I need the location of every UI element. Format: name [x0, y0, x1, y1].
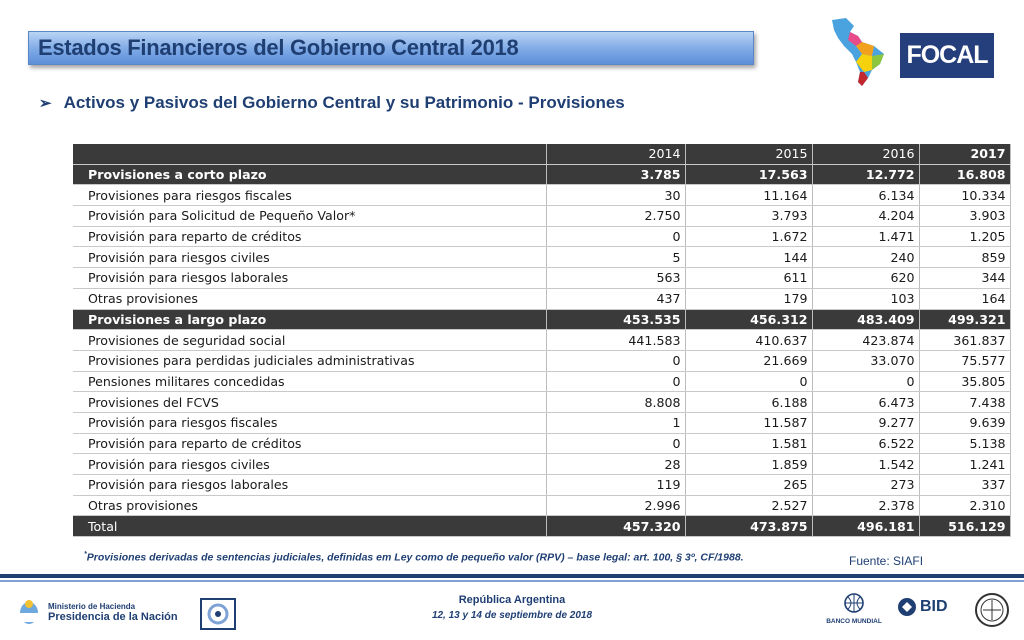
table-row: [73, 433, 1010, 454]
value-cell-2014: 119: [546, 475, 685, 496]
value-cell-2016: 9.277: [812, 412, 919, 433]
section-row: [73, 164, 1010, 185]
table-row: [73, 475, 1010, 496]
event-country: República Argentina: [458, 594, 566, 606]
value-cell-2015: 2.527: [685, 495, 812, 516]
value-cell-2016: 483.409: [812, 309, 919, 330]
imf-seal-icon: [974, 592, 1010, 628]
value-cell-2015: 611: [685, 268, 812, 289]
footer-divider: [0, 574, 1024, 578]
ministry-line2: Presidencia de la Nación: [48, 610, 178, 623]
value-cell-2017: 516.129: [919, 516, 1010, 537]
value-cell-2016: 6.134: [812, 185, 919, 206]
row-label: Provisiones para riesgos fiscales: [73, 185, 546, 206]
value-cell-2014: 1: [546, 412, 685, 433]
value-cell-2017: 5.138: [919, 433, 1010, 454]
source-note: Fuente: SIAFI: [849, 554, 924, 568]
globe-icon: [843, 593, 865, 613]
table-row: [73, 268, 1010, 289]
year-header: 2014: [546, 144, 685, 164]
value-cell-2015: 6.188: [685, 392, 812, 413]
value-cell-2015: 3.793: [685, 206, 812, 227]
value-cell-2017: 1.241: [919, 454, 1010, 475]
value-cell-2016: 12.772: [812, 164, 919, 185]
value-cell-2014: 0: [546, 371, 685, 392]
page-title: Estados Financieros del Gobierno Central 2018: [38, 35, 519, 60]
value-cell-2015: 144: [685, 247, 812, 268]
table-row: [73, 392, 1010, 413]
table-body: [73, 164, 1010, 536]
value-cell-2016: 1.471: [812, 226, 919, 247]
bid-mark-icon: [897, 597, 917, 617]
bid-label: BID: [920, 598, 948, 615]
row-label: Provisión para riesgos fiscales: [73, 412, 546, 433]
row-label: Provisión para riesgos civiles: [73, 247, 546, 268]
total-row: [73, 516, 1010, 537]
table-row: [73, 350, 1010, 371]
year-header: 2016: [812, 144, 919, 164]
year-header: 2015: [685, 144, 812, 164]
value-cell-2014: 0: [546, 226, 685, 247]
value-cell-2015: 0: [685, 371, 812, 392]
row-label: Provisión para riesgos civiles: [73, 454, 546, 475]
table-row: [73, 330, 1010, 351]
value-cell-2014: 3.785: [546, 164, 685, 185]
value-cell-2014: 2.996: [546, 495, 685, 516]
value-cell-2017: 16.808: [919, 164, 1010, 185]
section-subtitle: [39, 93, 625, 113]
value-cell-2015: 1.672: [685, 226, 812, 247]
value-cell-2015: 21.669: [685, 350, 812, 371]
value-cell-2015: 1.581: [685, 433, 812, 454]
value-cell-2014: 0: [546, 350, 685, 371]
value-cell-2017: 1.205: [919, 226, 1010, 247]
row-label: Provisión para riesgos laborales: [73, 475, 546, 496]
footer-divider-thin: [0, 580, 1024, 582]
value-cell-2014: 8.808: [546, 392, 685, 413]
table-row: [73, 454, 1010, 475]
value-cell-2017: 337: [919, 475, 1010, 496]
year-header: 2017: [919, 144, 1010, 164]
value-cell-2015: 1.859: [685, 454, 812, 475]
value-cell-2014: 437: [546, 288, 685, 309]
row-label: Provisiones para perdidas judiciales administrativas: [73, 350, 546, 371]
world-bank-label: BANCO MUNDIAL: [826, 618, 882, 625]
row-label: Provisiones del FCVS: [73, 392, 546, 413]
footnote-text: Provisiones derivadas de sentencias judiciales, definidas em Ley como de pequeño valor (RPV) – base legal: art. 100, § 3º, CF/1988.: [86, 551, 744, 564]
row-label: Provisiones a corto plazo: [73, 164, 546, 185]
table-row: [73, 185, 1010, 206]
value-cell-2015: 410.637: [685, 330, 812, 351]
value-cell-2017: 859: [919, 247, 1010, 268]
table-header-row: [73, 144, 1010, 164]
table-row: [73, 288, 1010, 309]
arrow-bullet-icon: ➢: [39, 95, 52, 112]
value-cell-2017: 361.837: [919, 330, 1010, 351]
value-cell-2014: 28: [546, 454, 685, 475]
bid-logo: [897, 597, 948, 617]
value-cell-2016: 423.874: [812, 330, 919, 351]
table-row: [73, 247, 1010, 268]
table-row: [73, 206, 1010, 227]
value-cell-2014: 30: [546, 185, 685, 206]
value-cell-2017: 75.577: [919, 350, 1010, 371]
table-row: [73, 226, 1010, 247]
event-dates: 12, 13 y 14 de septiembre de 2018: [431, 610, 593, 621]
value-cell-2016: 33.070: [812, 350, 919, 371]
value-cell-2015: 456.312: [685, 309, 812, 330]
row-label: Provisión para reparto de créditos: [73, 433, 546, 454]
footnote-mark: *: [84, 551, 87, 558]
value-cell-2014: 0: [546, 433, 685, 454]
row-label: Provisiones a largo plazo: [73, 309, 546, 330]
value-cell-2016: 0: [812, 371, 919, 392]
table-row: [73, 371, 1010, 392]
row-label: Total: [73, 516, 546, 537]
title-bar: [28, 31, 754, 65]
footnote: [84, 551, 744, 564]
value-cell-2016: 6.522: [812, 433, 919, 454]
value-cell-2017: 35.805: [919, 371, 1010, 392]
world-bank-logo: [826, 593, 882, 625]
value-cell-2016: 4.204: [812, 206, 919, 227]
value-cell-2014: 563: [546, 268, 685, 289]
subtitle-text: Activos y Pasivos del Gobierno Central y su Patrimonio - Provisiones: [63, 93, 625, 112]
latin-america-map-icon: [828, 16, 888, 88]
value-cell-2014: 2.750: [546, 206, 685, 227]
value-cell-2014: 441.583: [546, 330, 685, 351]
table-row: [73, 495, 1010, 516]
value-cell-2015: 265: [685, 475, 812, 496]
value-cell-2016: 6.473: [812, 392, 919, 413]
section-row: [73, 309, 1010, 330]
value-cell-2017: 10.334: [919, 185, 1010, 206]
row-label: Provisión para reparto de créditos: [73, 226, 546, 247]
value-cell-2016: 1.542: [812, 454, 919, 475]
value-cell-2017: 7.438: [919, 392, 1010, 413]
value-cell-2017: 499.321: [919, 309, 1010, 330]
row-label: Provisiones de seguridad social: [73, 330, 546, 351]
value-cell-2017: 344: [919, 268, 1010, 289]
row-label: Otras provisiones: [73, 495, 546, 516]
value-cell-2014: 457.320: [546, 516, 685, 537]
row-label: Otras provisiones: [73, 288, 546, 309]
value-cell-2016: 273: [812, 475, 919, 496]
focal-logo: FOCAL: [900, 33, 994, 78]
value-cell-2017: 2.310: [919, 495, 1010, 516]
value-cell-2016: 240: [812, 247, 919, 268]
value-cell-2016: 103: [812, 288, 919, 309]
value-cell-2015: 11.587: [685, 412, 812, 433]
value-cell-2017: 9.639: [919, 412, 1010, 433]
value-cell-2014: 5: [546, 247, 685, 268]
value-cell-2015: 179: [685, 288, 812, 309]
header-label-cell: [73, 144, 546, 164]
value-cell-2015: 17.563: [685, 164, 812, 185]
value-cell-2015: 11.164: [685, 185, 812, 206]
row-label: Provisión para Solicitud de Pequeño Valor*: [73, 206, 546, 227]
value-cell-2017: 3.903: [919, 206, 1010, 227]
value-cell-2016: 2.378: [812, 495, 919, 516]
row-label: Provisión para riesgos laborales: [73, 268, 546, 289]
ministry-line1: Ministerio de Hacienda: [48, 601, 136, 611]
value-cell-2015: 473.875: [685, 516, 812, 537]
provisions-table: [73, 144, 1011, 537]
table-row: [73, 412, 1010, 433]
value-cell-2014: 453.535: [546, 309, 685, 330]
row-label: Pensiones militares concedidas: [73, 371, 546, 392]
value-cell-2016: 620: [812, 268, 919, 289]
value-cell-2017: 164: [919, 288, 1010, 309]
value-cell-2016: 496.181: [812, 516, 919, 537]
